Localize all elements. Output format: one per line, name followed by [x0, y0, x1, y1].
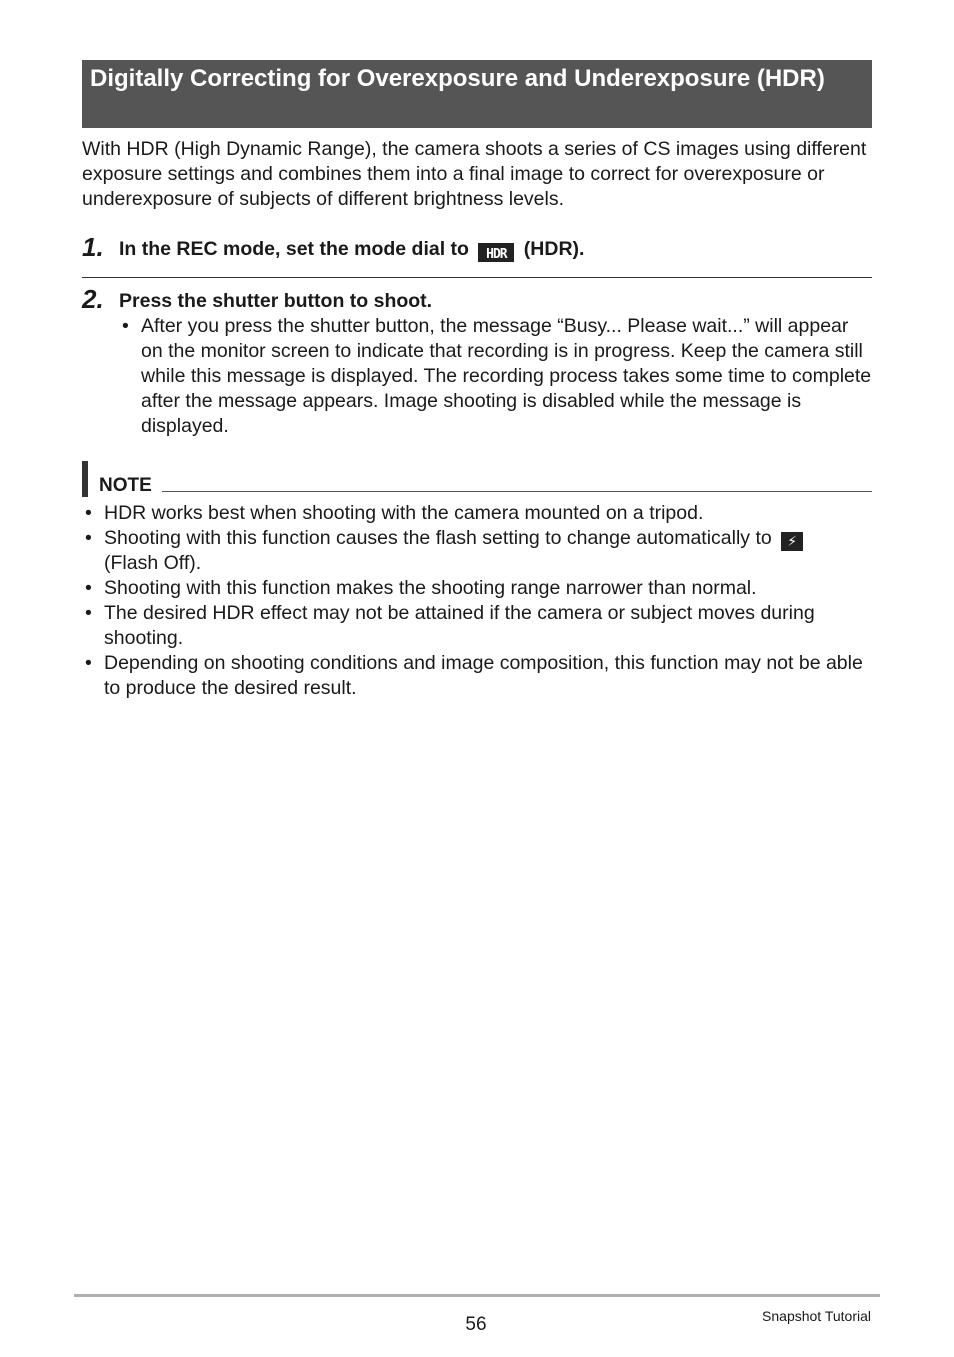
bullet-icon: •	[122, 315, 129, 337]
list-item-text: Shooting with this function causes the flash setting to change automatically to	[104, 527, 772, 549]
note-list	[82, 501, 872, 701]
list-item	[120, 314, 872, 439]
bullet-icon: •	[85, 652, 92, 674]
list-item-text: Depending on shooting conditions and image composition, this function may not be able to produce the desired result.	[104, 652, 863, 699]
footer-section-name: Snapshot Tutorial	[762, 1308, 871, 1324]
page-title: Digitally Correcting for Overexposure and Underexposure (HDR)	[90, 65, 825, 92]
flash-off-icon: ⚡	[781, 532, 803, 551]
hdr-mode-icon: HDR	[478, 243, 514, 262]
section-title-bar	[82, 60, 872, 128]
step-text	[119, 237, 584, 262]
list-item-text: After you press the shutter button, the message “Busy... Please wait...” will appear on the monitor screen to indicate that recording is in progress. Keep the camera still while this message is displayed. The recording process takes some time to complete after the message appears. Image shooting is disabled while the message is displayed.	[141, 315, 872, 437]
list-item	[82, 501, 872, 526]
list-item-text: HDR works best when shooting with the camera mounted on a tripod.	[104, 502, 704, 524]
step-number: 2.	[82, 284, 104, 314]
list-item	[82, 601, 872, 651]
bullet-icon: •	[85, 577, 92, 599]
step-2-bullets	[120, 314, 872, 439]
list-item-text: Shooting with this function makes the shooting range narrower than normal.	[104, 577, 757, 599]
step-text-before-icon: In the REC mode, set the mode dial to	[119, 238, 469, 260]
page-number: 56	[465, 1314, 487, 1335]
note-rule	[162, 491, 872, 492]
step-divider	[82, 277, 872, 278]
intro-paragraph: With HDR (High Dynamic Range), the camera shoots a series of CS images using different exposure settings and combines them into a final image to correct for overexposure or underexposure of subjects of different brightness levels.	[82, 138, 867, 210]
step-text-after-icon: (HDR).	[523, 238, 585, 260]
footer-rule	[74, 1294, 880, 1297]
list-item	[82, 651, 872, 701]
step-text: Press the shutter button to shoot.	[119, 290, 433, 312]
note-label: NOTE	[99, 475, 152, 496]
bullet-icon: •	[85, 602, 92, 624]
list-item-text: The desired HDR effect may not be attained if the camera or subject moves during shooting.	[104, 602, 815, 649]
list-item	[82, 526, 872, 576]
list-item	[82, 576, 872, 601]
step-number: 1.	[82, 232, 104, 262]
list-item-text-continued: (Flash Off).	[104, 552, 202, 574]
note-marker	[82, 461, 88, 497]
bullet-icon: •	[85, 527, 92, 549]
bullet-icon: •	[85, 502, 92, 524]
